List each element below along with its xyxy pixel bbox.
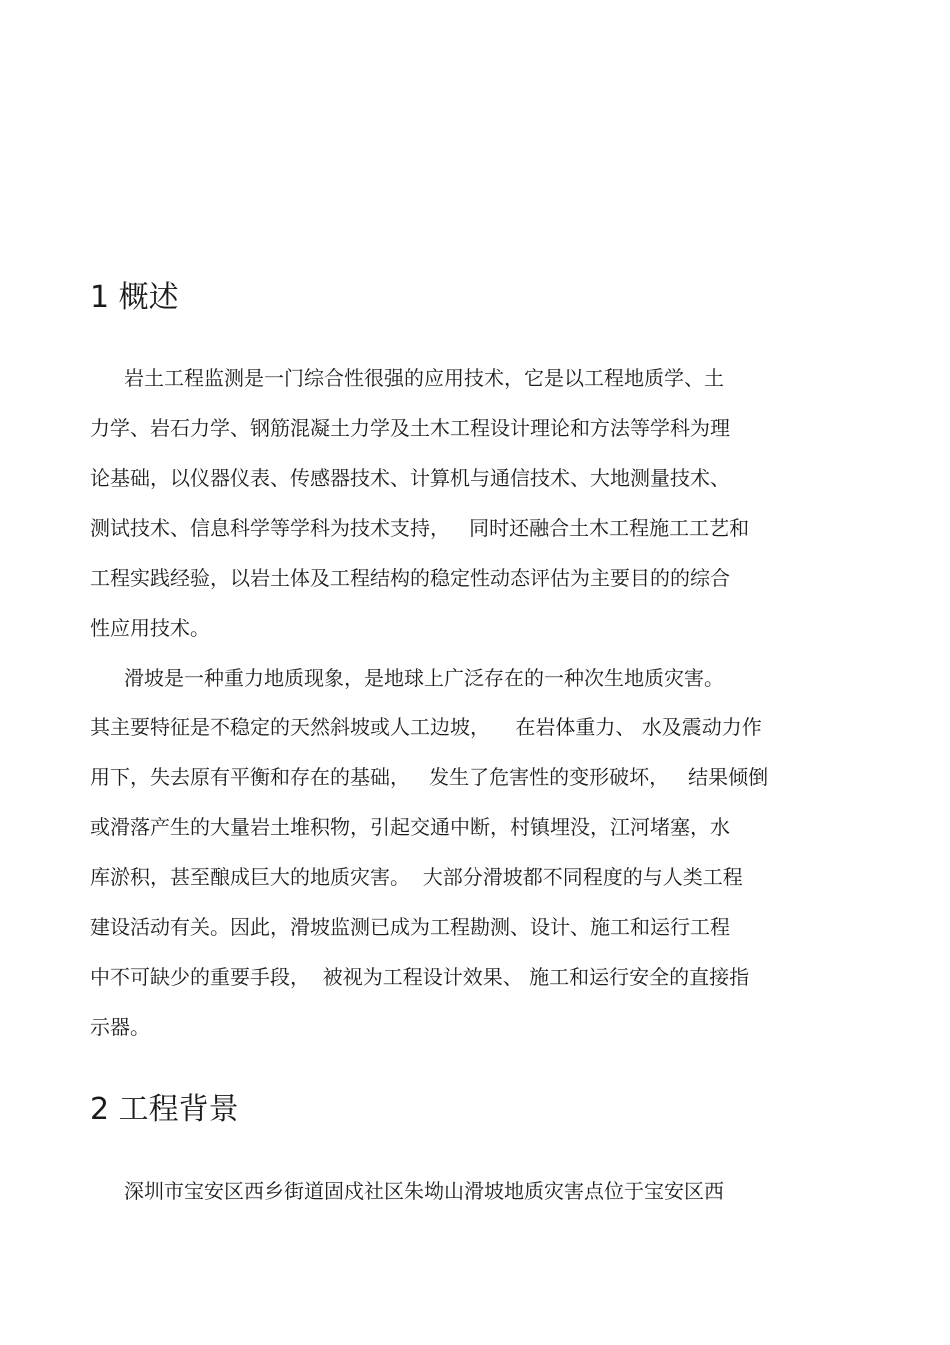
paragraph-line: 性应用技术。 bbox=[90, 616, 210, 640]
paragraph-line: 其主要特征是不稳定的天然斜坡或人工边坡， 在岩体重力、 水及震动力作 bbox=[90, 715, 762, 739]
paragraph-line: 论基础，以仪器仪表、传感器技术、计算机与通信技术、大地测量技术、 bbox=[90, 466, 730, 490]
paragraph-line: 库淤积，甚至酿成巨大的地质灾害。 大部分滑坡都不同程度的与人类工程 bbox=[90, 865, 743, 889]
paragraph-line: 中不可缺少的重要手段， 被视为工程设计效果、 施工和运行安全的直接指 bbox=[90, 965, 750, 989]
paragraph-line: 深圳市宝安区西乡街道固戍社区朱坳山滑坡地质灾害点位于宝安区西 bbox=[124, 1179, 724, 1203]
section-2-heading: 2 工程背景 bbox=[90, 1092, 239, 1127]
paragraph-line: 力学、岩石力学、钢筋混凝土力学及土木工程设计理论和方法等学科为理 bbox=[90, 416, 730, 440]
paragraph-line: 岩土工程监测是一门综合性很强的应用技术，它是以工程地质学、土 bbox=[124, 366, 724, 390]
paragraph-line: 测试技术、信息科学等学科为技术支持， 同时还融合土木工程施工工艺和 bbox=[90, 516, 750, 540]
paragraph-line: 滑坡是一种重力地质现象，是地球上广泛存在的一种次生地质灾害。 bbox=[124, 666, 724, 690]
paragraph-line: 建设活动有关。因此，滑坡监测已成为工程勘测、设计、施工和运行工程 bbox=[90, 915, 730, 939]
paragraph-line: 或滑落产生的大量岩土堆积物，引起交通中断，村镇埋没，江河堵塞，水 bbox=[90, 815, 730, 839]
paragraph-line: 用下，失去原有平衡和存在的基础， 发生了危害性的变形破坏， 结果倾倒 bbox=[90, 765, 769, 789]
paragraph-line: 示器。 bbox=[90, 1015, 150, 1039]
paragraph-line: 工程实践经验，以岩土体及工程结构的稳定性动态评估为主要目的的综合 bbox=[90, 566, 730, 590]
section-1-heading: 1 概述 bbox=[90, 280, 179, 315]
